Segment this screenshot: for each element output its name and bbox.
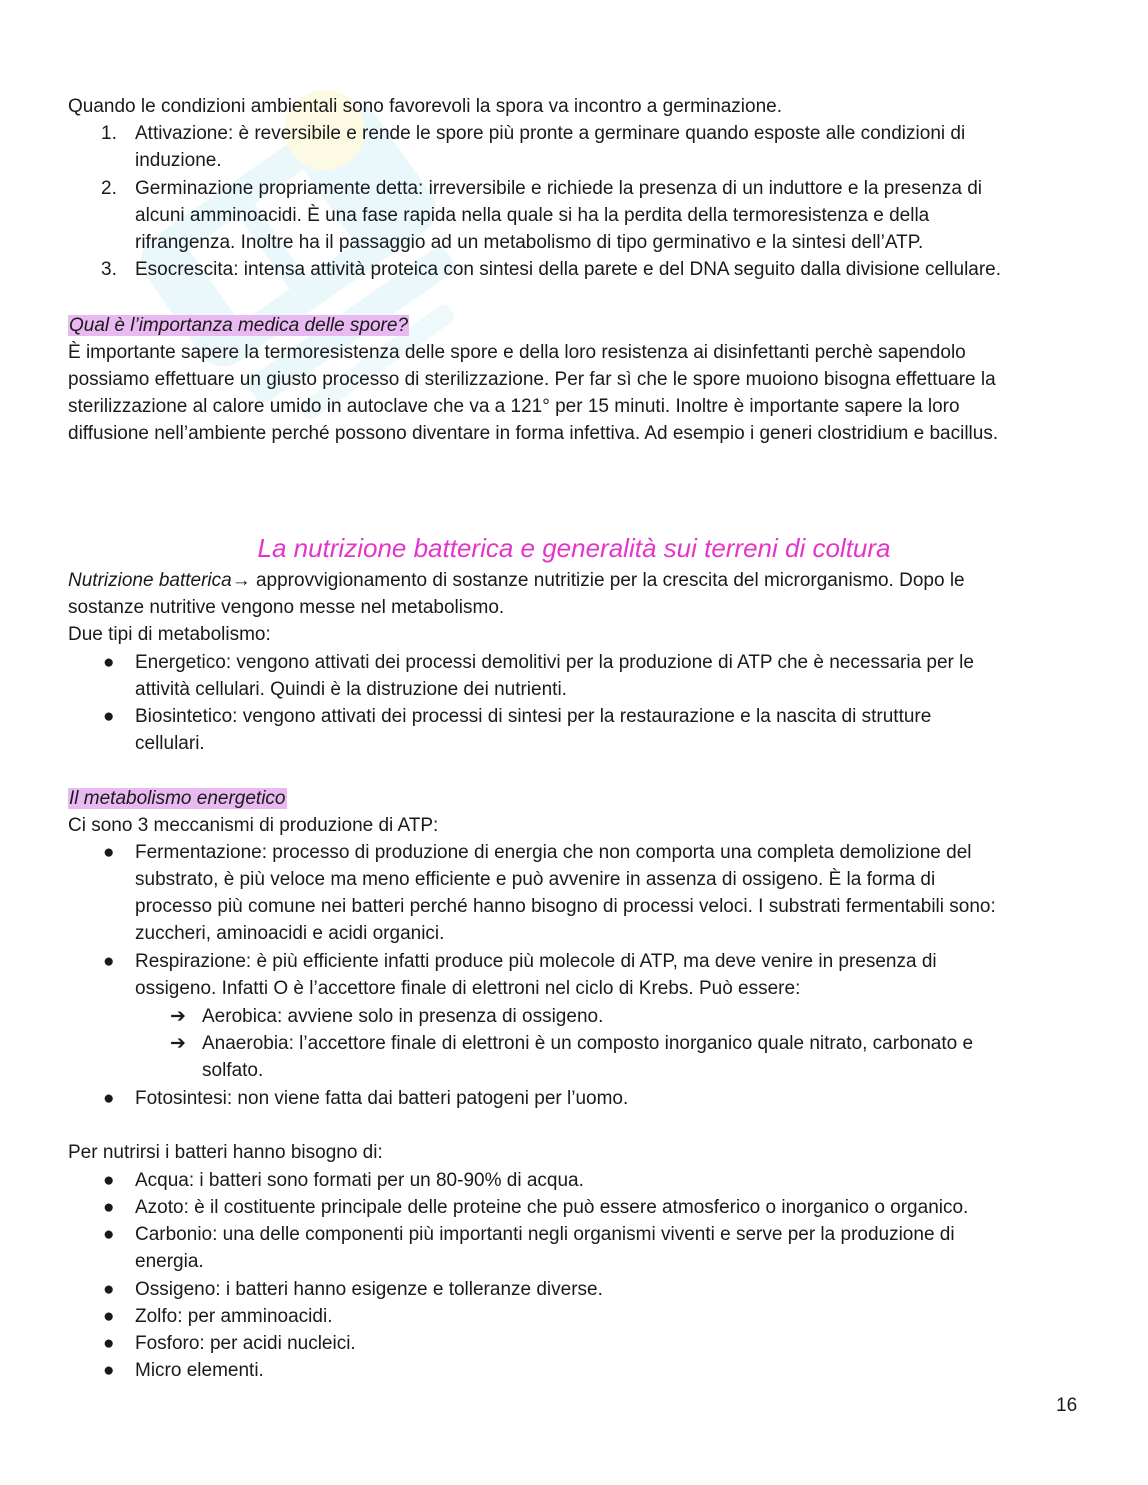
section-title: La nutrizione batterica e generalità sui terreni di coltura [257, 533, 891, 563]
list-item: Ossigeno: i batteri hanno esigenze e tolleranze diverse. [135, 1279, 603, 1300]
metabolism-types-intro: Due tipi di metabolismo: [68, 624, 271, 645]
bullet-marker: ● [103, 706, 115, 727]
arrow-bullet-marker: ➔ [170, 1006, 186, 1027]
list-item: Azoto: è il costituente principale delle proteine che può essere atmosferico o inorganico o organico. [135, 1197, 969, 1218]
bullet-marker: ● [103, 1088, 115, 1109]
list-item: alcuni amminoacidi. È una fase rapida nella quale si ha la perdita della termoresistenza e della [135, 205, 930, 226]
list-item: Esocrescita: intensa attività proteica con sintesi della parete e del DNA seguito dalla divisione cellulare. [135, 259, 1002, 280]
list-item: zuccheri, aminoacidi e acidi organici. [135, 923, 445, 944]
bullet-marker: ● [103, 1360, 115, 1381]
spore-answer-line: diffusione nell’ambiente perché possono diventare in forma infettiva. Ad esempio i generi clostridium e bacillus. [68, 423, 999, 444]
spore-answer-line: possiamo effettuare un giusto processo di sterilizzazione. Per far sì che le spore muoiono bisogna effettuare la [68, 369, 996, 390]
list-item: Fermentazione: processo di produzione di energia che non comporta una completa demolizione del [135, 842, 972, 863]
arrow-symbol: → [231, 570, 251, 591]
list-item: cellulari. [135, 733, 205, 754]
bullet-marker: ● [103, 1170, 115, 1191]
energy-metabolism-heading [68, 785, 287, 812]
list-item: Biosintetico: vengono attivati dei processi di sintesi per la restaurazione e la nascita di strutture [135, 706, 932, 727]
list-marker: 2. [101, 178, 117, 199]
list-item: substrato, è più veloce ma meno efficiente e può avvenire in assenza di ossigeno. È la forma di [135, 869, 936, 890]
bullet-marker: ● [103, 951, 115, 972]
list-item: Acqua: i batteri sono formati per un 80-90% di acqua. [135, 1170, 584, 1191]
spore-answer-line: È importante sapere la termoresistenza delle spore e della loro resistenza ai disinfettanti perchè sapendolo [68, 342, 966, 363]
list-item: attività cellulari. Quindi è la distruzione dei nutrienti. [135, 679, 567, 700]
list-item: processo più comune nei batteri perché hanno bisogno di processi veloci. I substrati fermentabili sono: [135, 896, 996, 917]
nutrition-definition [68, 567, 965, 594]
sub-list-item: Anaerobia: l’accettore finale di elettroni è un composto inorganico quale nitrato, carbonato e [202, 1033, 974, 1054]
energy-intro: Ci sono 3 meccanismi di produzione di ATP: [68, 815, 439, 836]
spore-answer-line: sterilizzazione al calore umido in autoclave che va a 121° per 15 minuti. Inoltre è importante sapere la loro [68, 396, 960, 417]
bullet-marker: ● [103, 652, 115, 673]
list-item: Carbonio: una delle componenti più importanti negli organismi viventi e serve per la produzione di [135, 1224, 955, 1245]
sub-list-item: Aerobica: avviene solo in presenza di ossigeno. [202, 1006, 604, 1027]
highlighted-heading: Il metabolismo energetico [69, 788, 286, 809]
bullet-marker: ● [103, 1306, 115, 1327]
list-item: Respirazione: è più efficiente infatti produce più molecole di ATP, ma deve venire in presenza di [135, 951, 937, 972]
list-item: Zolfo: per amminoacidi. [135, 1306, 333, 1327]
list-marker: 3. [101, 259, 117, 280]
list-item: Fotosintesi: non viene fatta dai batteri patogeni per l’uomo. [135, 1088, 629, 1109]
list-item: Germinazione propriamente detta: irreversibile e richiede la presenza di un induttore e la presenza di [135, 178, 983, 199]
list-item: induzione. [135, 150, 222, 171]
spore-question-heading [68, 312, 409, 339]
bullet-marker: ● [103, 1197, 115, 1218]
bullet-marker: ● [103, 1279, 115, 1300]
nutrition-term: Nutrizione batterica [68, 570, 232, 591]
highlighted-question: Qual è l’importanza medica delle spore? [69, 315, 409, 336]
bullet-marker: ● [103, 1224, 115, 1245]
nutrition-definition-line: sostanze nutritive vengono messe nel metabolismo. [68, 597, 505, 618]
page-number: 16 [1056, 1395, 1078, 1416]
list-item: Energetico: vengono attivati dei processi demolitivi per la produzione di ATP che è necessaria per le [135, 652, 974, 673]
bullet-marker: ● [103, 842, 115, 863]
arrow-bullet-marker: ➔ [170, 1033, 186, 1054]
bullet-marker: ● [103, 1333, 115, 1354]
sub-list-item: solfato. [202, 1060, 264, 1081]
list-item: rifrangenza. Inoltre ha il passaggio ad un metabolismo di tipo germinativo e la sintesi dell’ATP. [135, 232, 924, 253]
list-item: Micro elementi. [135, 1360, 264, 1381]
nutrition-definition-text: approvvigionamento di sostanze nutritizie per la crescita del microrganismo. Dopo le [250, 570, 965, 591]
list-item: energia. [135, 1251, 204, 1272]
list-item: ossigeno. Infatti O è l’accettore finale di elettroni nel ciclo di Krebs. Può essere: [135, 978, 801, 999]
intro-text: Quando le condizioni ambientali sono favorevoli la spora va incontro a germinazione. [68, 96, 782, 117]
list-item: Fosforo: per acidi nucleici. [135, 1333, 356, 1354]
list-item: Attivazione: è reversibile e rende le spore più pronte a germinare quando esposte alle condizioni di [135, 123, 966, 144]
needs-intro: Per nutrirsi i batteri hanno bisogno di: [68, 1142, 383, 1163]
list-marker: 1. [101, 123, 117, 144]
